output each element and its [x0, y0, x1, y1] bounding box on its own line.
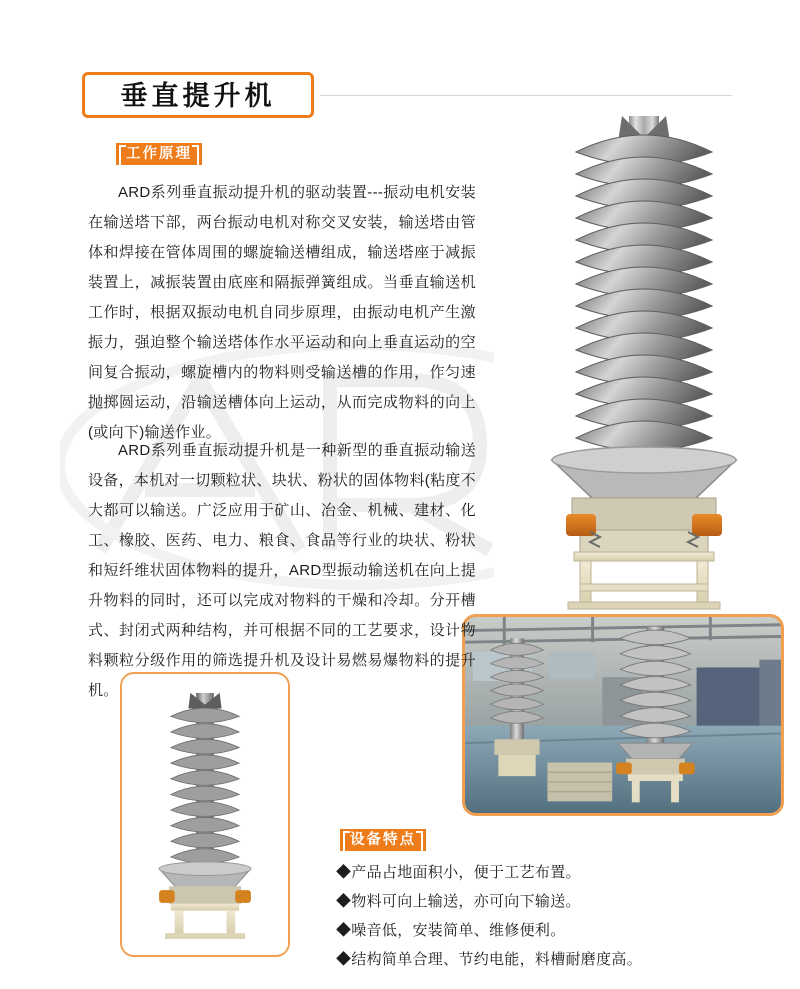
section-tag-equipment-features: 设备特点 — [340, 829, 426, 851]
page-title: 垂直提升机 — [120, 81, 276, 111]
paragraph-applications — [88, 436, 476, 706]
paragraph-text: ARD系列垂直振动提升机的驱动装置---振动电机安装在输送塔下部，两台振动电机对称交叉安装，输送塔由管体和焊接在管体周围的螺旋输送槽组成，输送塔座于减振装置上，减振装置由底座和隔振弹簧组成。当垂直输送机工作时，根据双振动电机自同步原理，由振动电机产生激振力，强迫整个输送塔体作水平运动和向上垂直运动的空间复合振动，螺旋槽内的物料则受输送槽的作用，作匀速抛掷圆运动，沿输送槽体向上运动，从而完成物料的向上(或向下)输送作业。 — [88, 184, 476, 441]
list-item: ◆结构简单合理、节约电能，料槽耐磨度高。 — [336, 951, 643, 968]
list-item: ◆噪音低，安装简单、维修便利。 — [336, 922, 566, 939]
section-tag-working-principle: 工作原理 — [116, 143, 202, 165]
page-title-box — [82, 72, 314, 118]
title-divider — [320, 95, 732, 96]
page-title-block — [82, 72, 732, 120]
paragraph-working-principle — [88, 178, 476, 448]
main-product-photo — [494, 108, 794, 610]
feature-list — [336, 858, 776, 974]
paragraph-text: ARD系列垂直振动提升机是一种新型的垂直振动输送设备，本机对一切颗粒状、块状、粉状的固体物料(粘度不大都可以输送。广泛应用于矿山、冶金、机械、建材、化工、橡胶、医药、电力、粮食、食品等行业的块状、粉状和短纤维状固体物料的提升，ARD型振动输送机在向上提升物料的同时，还可以完成对物料的干燥和冷却。分开槽式、封闭式两种结构，并可根据不同的工艺要求，设计物料颗粒分级作用的筛选提升机及设计易燃易爆物料的提升机。 — [88, 442, 476, 699]
factory-installation-photo — [462, 614, 784, 816]
secondary-product-photo — [120, 672, 290, 957]
list-item: ◆物料可向上输送，亦可向下输送。 — [336, 893, 581, 910]
list-item: ◆产品占地面积小，便于工艺布置。 — [336, 864, 581, 881]
